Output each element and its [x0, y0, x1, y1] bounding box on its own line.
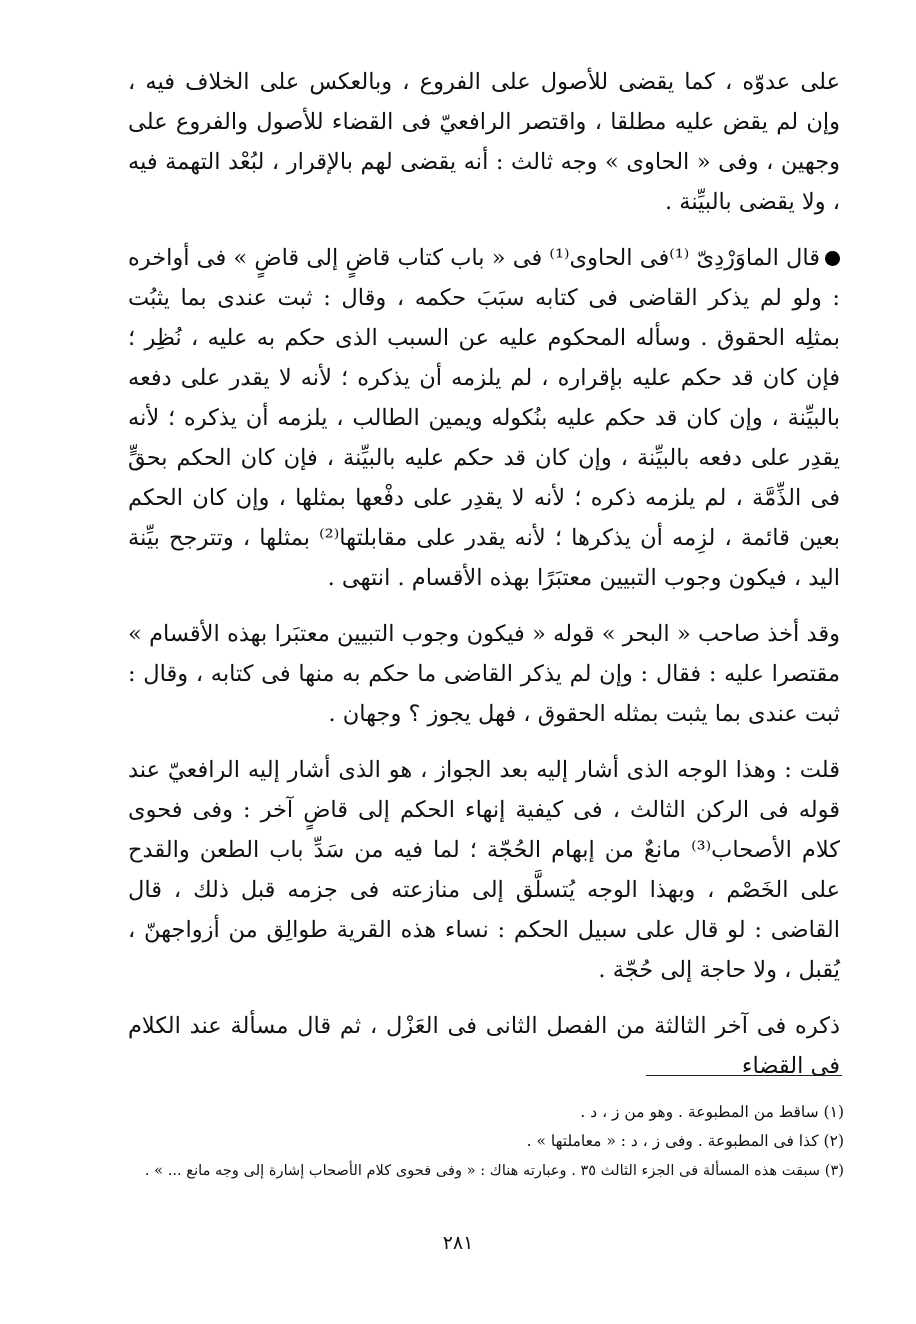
footnote-divider	[646, 1075, 842, 1076]
paragraph-gap	[128, 222, 840, 238]
footnote-2: (٢) كذا فى المطبوعة . وفى ز ، د : « معاملتها » .	[526, 1132, 844, 1150]
paragraph-5: ذكره فى آخر الثالثة من الفصل الثانى فى العَزْل ، ثم قال مسألة عند الكلام فى القضاء	[128, 1013, 840, 1079]
footnote-1: (١) ساقط من المطبوعة . وهو من ز ، د .	[580, 1103, 844, 1121]
paragraph-gap	[128, 598, 840, 614]
main-text	[128, 62, 840, 1086]
bullet-icon	[825, 251, 840, 266]
page-number: ٢٨١	[442, 1232, 474, 1254]
paragraph-2-text: قال الماوَرْدِىّ ⁽¹⁾فى الحاوى⁽¹⁾ فى « باب كتاب قاضٍ إلى قاضٍ » فى أواخره : ولو لم يذكر القاضى فى كتابه سبَبَ حكمه ، وقال : ثبت عندى بما يثبُت بمثلِه الحقوق . وسأله المحكوم عليه عن السبب الذى حكم به عليه ، نُظِر ؛ فإن كان قد حكم عليه بإقراره ، لم يلزمه أن يذكره ؛ لأنه لا يقدر على دفعه بالبيِّنة ، وإن كان قد حكم عليه بنُكوله ويمين الطالب ، يلزمه أن يذكره ؛ لأنه يقدِر على دفعه بالبيِّنة ، وإن كان قد حكم عليه بالبيِّنة ، فإن كان الحكم بحقٍّ فى الذِّمَّة ، لم يلزمه ذكره ؛ لأنه لا يقدِر على دفْعها بمثلها ، وإن كان الحكم بعين قائمة ، لزِمه أن يذكرها ؛ لأنه يقدر على مقابلتها⁽²⁾ بمثلها ، وتترجح بيِّنة اليد ، فيكون وجوب التبيين معتبَرًا بهذه الأقسام . انتهى .	[128, 245, 840, 591]
paragraph-2	[128, 238, 840, 598]
paragraph-4: قلت : وهذا الوجه الذى أشار إليه بعد الجواز ، هو الذى أشار إليه الرافعيّ عند قوله فى الركن الثالث ، فى كيفية إنهاء الحكم إلى قاضٍ آخر : وفى فحوى كلام الأصحاب⁽³⁾ مانعٌ من إبهام الحُجّة ؛ لما فيه من سَدِّ باب الطعن والقدح على الخَصْم ، وبهذا الوجه يُتسلَّق إلى منازعته فى جزمه قبل ذلك ، قال القاضى : لو قال على سبيل الحكم : نساء هذه القرية طوالِق من أزواجهنّ ، يُقبل ، ولا حاجة إلى حُجّة .	[128, 757, 841, 983]
paragraph-3: وقد أخذ صاحب « البحر » قوله « فيكون وجوب التبيين معتبَرا بهذه الأقسام » مقتصرا عليه : فقال : وإن لم يذكر القاضى ما حكم به منها فى كتابه ، وقال : ثبت عندى بما يثبت بمثله الحقوق ، فهل يجوز ؟ وجهان .	[128, 621, 840, 727]
footnote-3: (٣) سبقت هذه المسألة فى الجزء الثالث ٣٥ . وعبارته هناك : « وفى فحوى كلام الأصحاب إشارة إلى وجه مانع ... » .	[144, 1162, 844, 1179]
paragraph-gap	[128, 990, 840, 1006]
paragraph-1: على عدوّه ، كما يقضى للأصول على الفروع ، وبالعكس على الخلاف فيه ، وإن لم يقض عليه مطلقا ، واقتصر الرافعيّ فى القضاء للأصول والفروع على وجهين ، وفى « الحاوى » وجه ثالث : أنه يقضى لهم بالإقرار ، لبُعْد التهمة فيه ، ولا يقضى بالبيِّنة .	[128, 69, 840, 215]
paragraph-gap	[128, 734, 840, 750]
footnotes	[128, 1098, 844, 1185]
